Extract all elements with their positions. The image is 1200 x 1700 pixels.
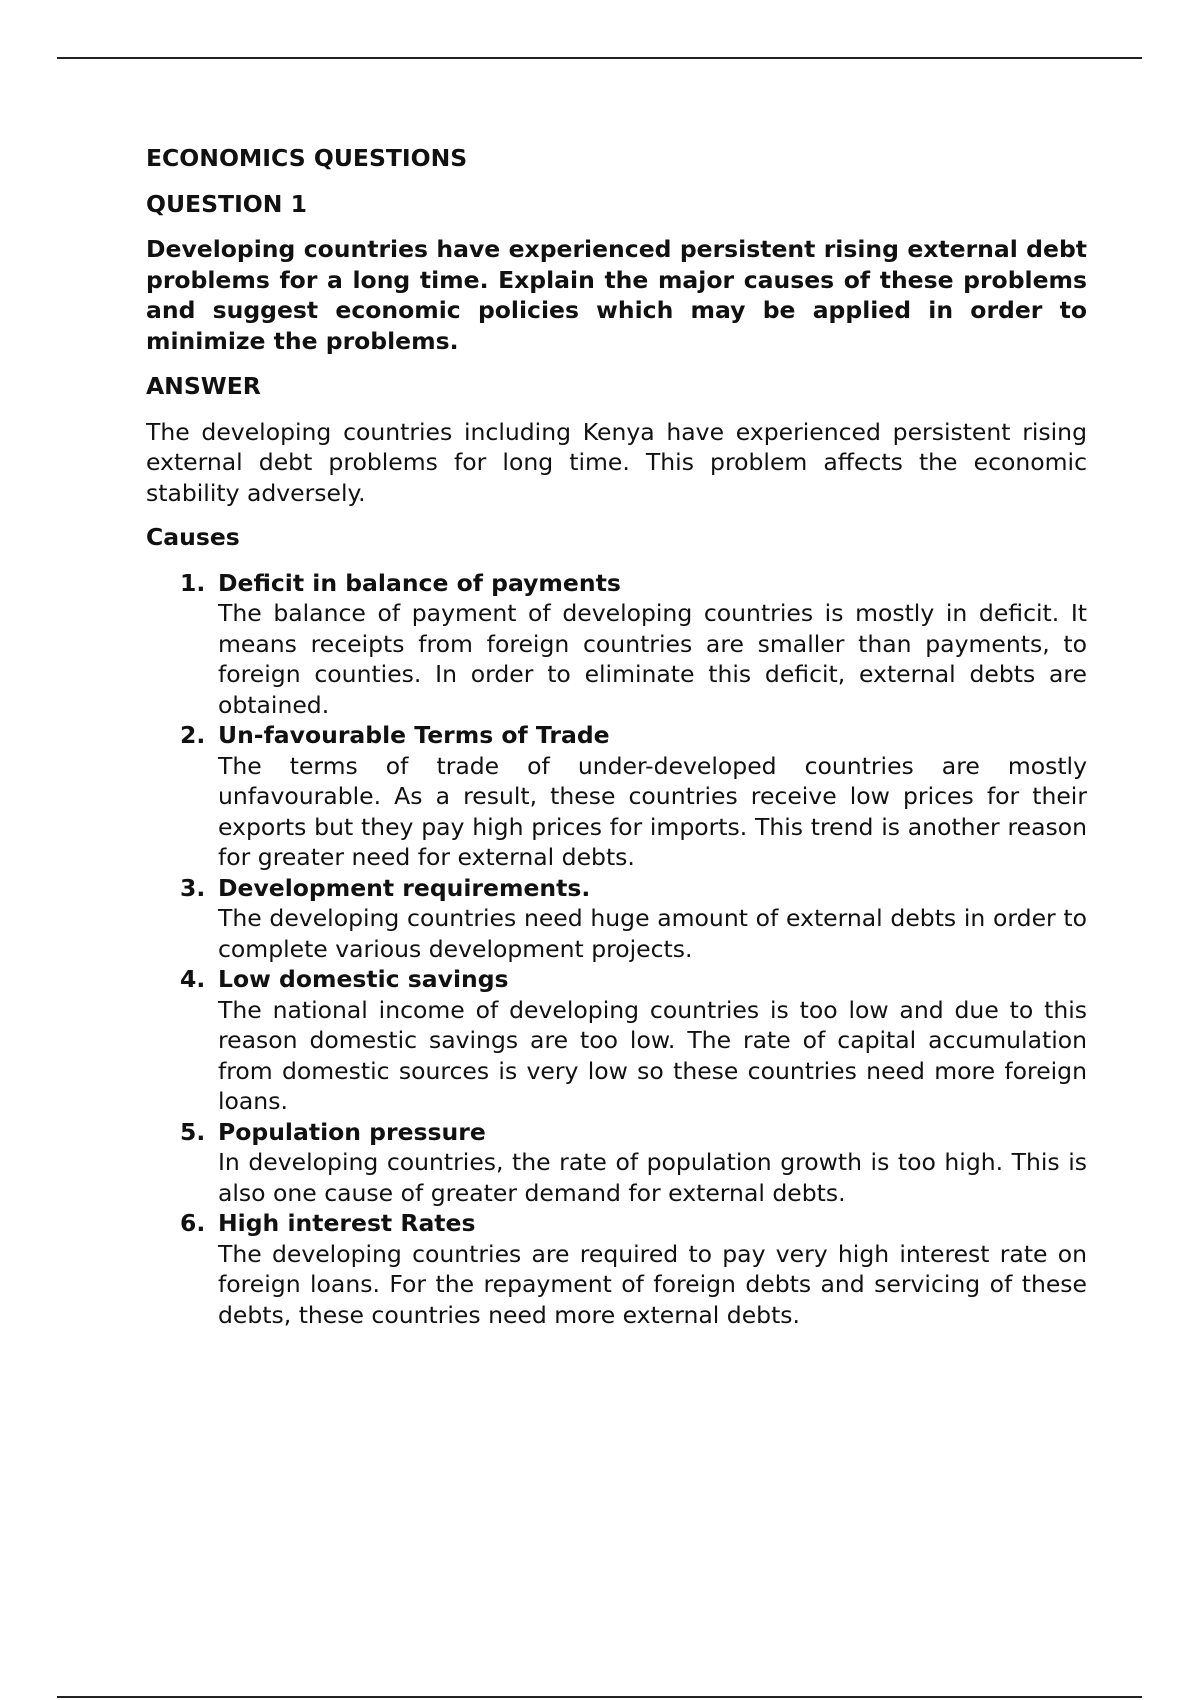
list-item-title: Un-favourable Terms of Trade: [218, 721, 610, 749]
list-item: [146, 964, 1087, 1117]
footer-rule: [57, 1696, 1142, 1698]
list-item-title: Low domestic savings: [218, 965, 509, 993]
causes-list: [146, 568, 1087, 1331]
list-item-text: The developing countries need huge amount of external debts in order to complete various development projects.: [218, 904, 1087, 963]
document-body: [146, 143, 1087, 1330]
question-text: Developing countries have experienced persistent rising external debt problems for a long time. Explain the major causes of these problems and suggest economic policies which may be applied in order to minimize the problems.: [146, 235, 1087, 355]
list-item-text: The terms of trade of under-developed countries are mostly unfavourable. As a result, these countries receive low prices for their exports but they pay high prices for imports. This trend is another reason for greater need for external debts.: [218, 751, 1087, 871]
list-item-title: Deficit in balance of payments: [218, 568, 621, 597]
document-title: ECONOMICS QUESTIONS: [146, 144, 468, 172]
list-item-text: The developing countries are required to pay very high interest rate on foreign loans. For the repayment of foreign debts and servicing of these debts, these countries need more external debts.: [218, 1239, 1087, 1329]
list-item: [146, 1117, 1087, 1209]
list-item: [146, 720, 1087, 873]
list-item-text: The balance of payment of developing countries is mostly in deficit. It means receipts from foreign countries are smaller than payments, to foreign counties. In order to eliminate this deficit, external debts are obtained.: [218, 599, 1087, 719]
list-item: [146, 1208, 1087, 1330]
list-item: [146, 568, 1087, 721]
list-item-number: 4.: [180, 965, 206, 993]
list-item-number: 1.: [180, 568, 206, 597]
list-item-title: Development requirements.: [218, 873, 591, 902]
list-item-text: In developing countries, the rate of population growth is too high. This is also one cause of greater demand for external debts.: [218, 1148, 1087, 1207]
list-item-number: 3.: [180, 873, 206, 902]
answer-intro: The developing countries including Kenya have experienced persistent rising external debt problems for long time. This problem affects the economic stability adversely.: [146, 417, 1087, 507]
list-item-title: High interest Rates: [218, 1209, 476, 1237]
causes-label: Causes: [146, 523, 240, 551]
list-item-number: 6.: [180, 1209, 206, 1237]
question-label: QUESTION 1: [146, 189, 307, 218]
list-item-number: 2.: [180, 721, 206, 749]
list-item: [146, 873, 1087, 965]
list-item-title: Population pressure: [218, 1117, 486, 1146]
answer-label: ANSWER: [146, 372, 261, 400]
header-rule: [57, 57, 1142, 59]
list-item-number: 5.: [180, 1117, 206, 1146]
list-item-text: The national income of developing countries is too low and due to this reason domestic savings are too low. The rate of capital accumulation from domestic sources is very low so these countries need more foreign loans.: [218, 995, 1087, 1115]
